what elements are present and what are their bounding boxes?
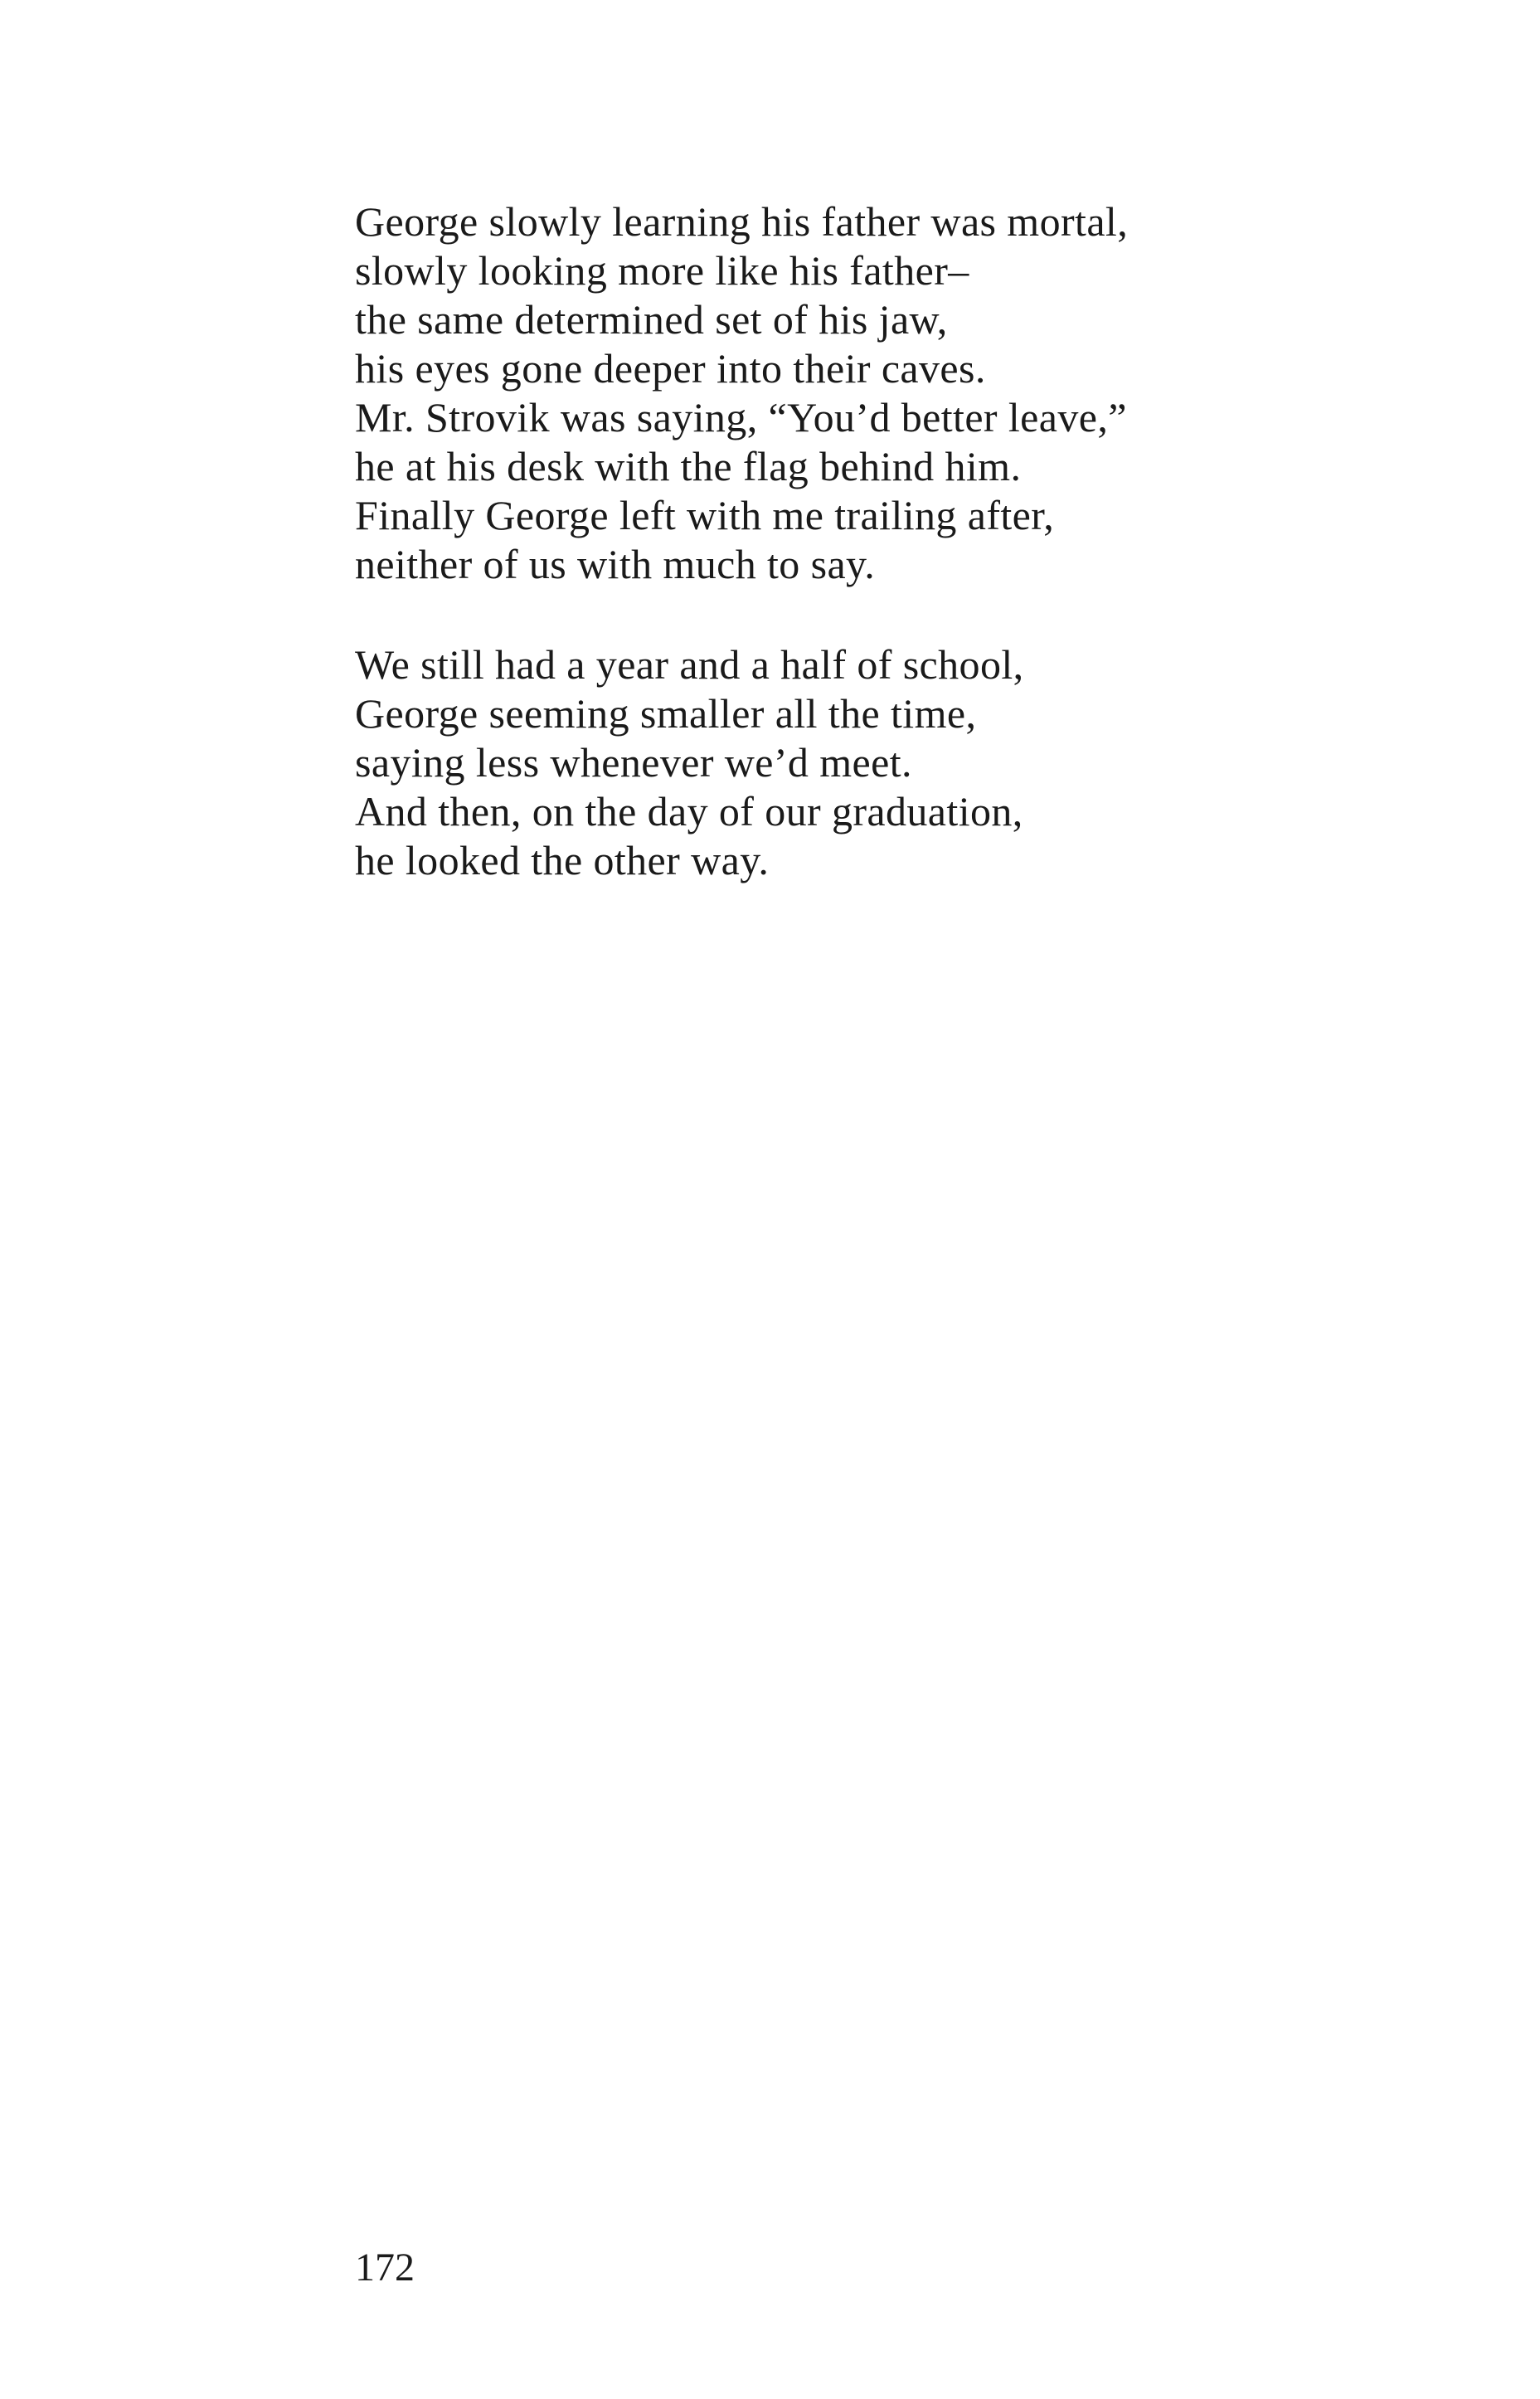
- poem-line: the same determined set of his jaw,: [355, 296, 948, 343]
- poem-line: Finally George left with me trailing after,: [355, 492, 1055, 538]
- stanza-2: [355, 640, 1433, 885]
- poem-line: And then, on the day of our graduation,: [355, 788, 1023, 835]
- poem-line: neither of us with much to say.: [355, 541, 876, 587]
- poem-line: saying less whenever we’d meet.: [355, 739, 912, 786]
- poem-line: he at his desk with the flag behind him.: [355, 443, 1022, 489]
- poem-line: slowly looking more like his father–: [355, 247, 969, 294]
- poem-line: Mr. Strovik was saying, “You’d better leave,”: [355, 394, 1127, 440]
- poem-line: he looked the other way.: [355, 837, 770, 883]
- poem-line: George slowly learning his father was mortal,: [355, 198, 1129, 245]
- stanza-1: [355, 197, 1433, 589]
- poem-text: [355, 197, 1433, 885]
- poem-line: his eyes gone deeper into their caves.: [355, 345, 986, 392]
- page-number: 172: [355, 2246, 415, 2290]
- poem-line: We still had a year and a half of school,: [355, 641, 1024, 688]
- poem-line: George seeming smaller all the time,: [355, 690, 977, 737]
